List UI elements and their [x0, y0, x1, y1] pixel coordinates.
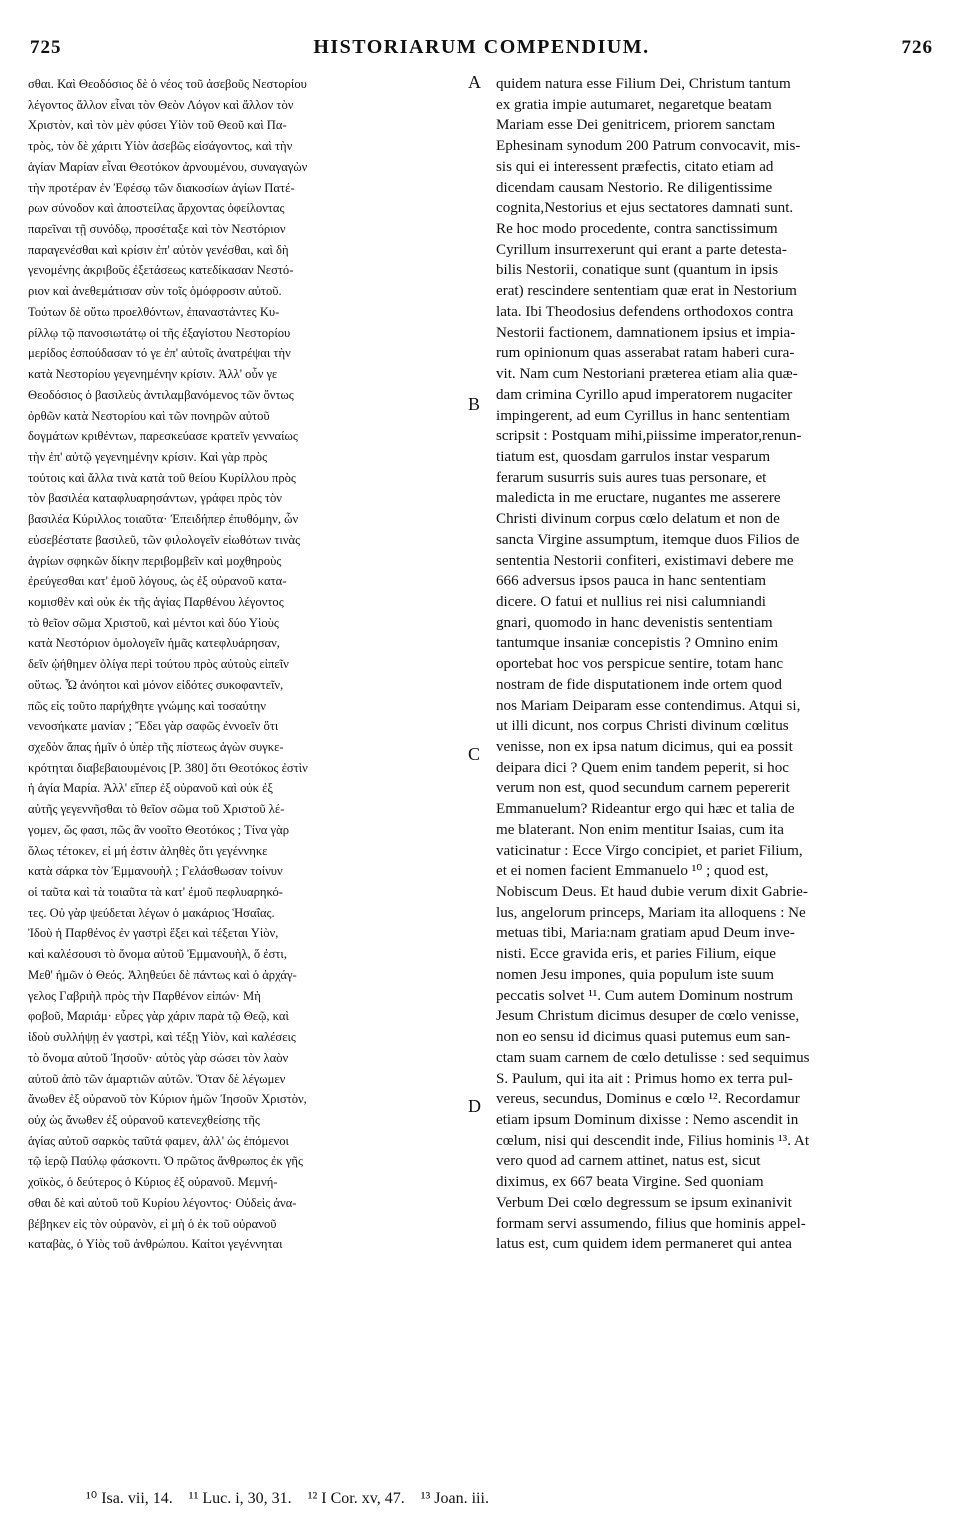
latin-text-line: dicendam causam Nestorio. Re diligentissime	[496, 179, 773, 196]
left-column-number: 725	[30, 37, 62, 58]
section-marker-b: B	[468, 394, 481, 414]
latin-text-line: me blaterant. Non enim mentitur Isaias, cum ita	[496, 821, 784, 838]
latin-text-line: S. Paulum, qui ita ait : Primus homo ex terra pul-	[496, 1070, 793, 1087]
footnote: ¹⁰ Isa. vii, 14.	[86, 1490, 173, 1507]
latin-text-line: cœlum, nisi qui descendit inde, Filius hominis ¹³. At	[496, 1132, 810, 1149]
latin-text-line: Cyrillum insurrexerunt qui erant a parte detesta-	[496, 241, 787, 258]
latin-text-line: et ei nomen facient Emmanuelo ¹⁰ ; quod est,	[496, 863, 769, 880]
latin-text-line: Jesum Christum dicimus desuper de cœlo venisse,	[496, 1008, 800, 1025]
greek-text-line: σχεδὸν ἅπας ἡμῖν ὁ ὑπὲρ τῆς πίστεως ἀγὼν συγκε-	[28, 740, 284, 754]
latin-text-line: scripsit : Postquam mihi,piissime imperator,renun-	[496, 428, 802, 445]
section-marker-c: C	[468, 744, 481, 764]
latin-text-line: Ephesinam synodum 200 Patrum convocavit, mis-	[496, 138, 801, 155]
greek-text-line: πῶς εἰς τοῦτο παρήχθητε γνώμης καὶ τοσαύτην	[28, 698, 266, 713]
greek-text-line: μερίδος ἐσπούδασαν τό γε ἐπ' αὐτοῖς ἀνατρέψαι τὴν	[28, 346, 291, 361]
running-title: HISTORIARUM COMPENDIUM.	[313, 36, 650, 58]
greek-text-line: εὐσεβέστατε βασιλεῦ, τῶν φιλολογεῖν εἰωθότων τινὰς	[28, 532, 301, 547]
greek-text-line: παραγενέσθαι καὶ κρίσιν ἐπ' αὐτὸν γενέσθαι, καὶ δὴ	[28, 242, 289, 257]
margin-markers	[468, 0, 496, 1540]
latin-text-line: latus est, cum quidem idem permaneret qui antea	[496, 1236, 792, 1253]
greek-text-line: κατὰ Νεστόριον ὁμολογεῖν ἡμᾶς κατεφλυάρησαν,	[28, 636, 280, 651]
latin-text-line: sententia Nestorii confiteri, existimavi debere me	[496, 552, 794, 569]
footnote: ¹¹ Luc. i, 30, 31.	[188, 1490, 292, 1507]
greek-text-line: τὸν βασιλέα καταφλυαρησάντων, γράφει πρὸς τὸν	[28, 491, 282, 506]
latin-text-line: Verbum Dei cœlo degressum se ipsum exinanivit	[496, 1194, 792, 1211]
greek-text-line: ἄνωθεν ἐξ οὐρανοῦ τὸν Κύριον ἡμῶν Ἰησοῦν Χριστὸν,	[28, 1092, 307, 1107]
right-column-number: 726	[901, 37, 933, 58]
greek-text-line: ἁγίαν Μαρίαν εἶναι Θεοτόκον ἀρνουμένου, συναγαγὼν	[28, 159, 308, 174]
greek-text-line: τούτοις καὶ ἄλλα τινὰ κατὰ τοῦ θείου Κυρίλλου πρὸς	[28, 470, 296, 485]
latin-text-line: lus, angelorum princeps, Mariam ita alloquens : Ne	[496, 904, 806, 921]
greek-text-line: τὴν προτέραν ἐν Ἐφέσῳ τῶν διακοσίων ἁγίων Πατέ-	[28, 180, 295, 195]
latin-text-line: quidem natura esse Filium Dei, Christum tantum	[496, 76, 791, 92]
greek-text-line: γελος Γαβριὴλ πρὸς τὴν Παρθένον εἰπών· Μὴ	[28, 988, 261, 1003]
section-marker-d: D	[468, 1096, 481, 1116]
greek-text-line: γενομένης ἀκριβοῦς ἐξετάσεως κατεδίκασαν Νεστό-	[28, 263, 294, 278]
greek-text-line: σθαι δὲ καὶ αὐτοῦ τοῦ Κυρίου λέγοντος· Οὐδεὶς ἀνα-	[28, 1195, 297, 1210]
greek-text-line: τρὸς, τὸν δὲ χάριτι Υἱὸν ἀσεβῶς εἰσάγοντος, καὶ τὴν	[28, 139, 293, 154]
footnote: ¹² I Cor. xv, 47.	[307, 1490, 405, 1507]
greek-text-line: κατὰ σάρκα τὸν Ἐμμανουὴλ ; Γελάσθωσαν τοίνυν	[28, 864, 283, 879]
latin-text-line: nomen Jesu impones, quia populum iste suum	[496, 966, 774, 983]
latin-text-line: maledicta in me eructare, nugantes me asserere	[496, 490, 781, 507]
greek-text-line: λέγοντος ἄλλον εἶναι τὸν Θεὸν Λόγον καὶ ἄλλον τὸν	[28, 97, 294, 112]
greek-text-line: ἀγρίων σφηκῶν δίκην περιβομβεῖν καὶ μοχθηροὺς	[28, 553, 282, 568]
latin-text-line: venisse, non ex ipsa natum dicimus, qui ea possit	[496, 739, 793, 755]
latin-text-line: dicere. O fatui et nullius rei nisi calumniandi	[496, 593, 766, 610]
latin-text-line: vit. Nam cum Nestoriani præterea etiam alia quæ-	[496, 366, 798, 383]
greek-text-line: ἰδοὺ συλλήψῃ ἐν γαστρὶ, καὶ τέξῃ Υἱὸν, καὶ καλέσεις	[28, 1030, 296, 1045]
greek-text-line: καὶ καλέσουσι τὸ ὄνομα αὐτοῦ Ἐμμανουὴλ, ὅ ἐστι,	[28, 947, 287, 962]
greek-text-line: ὀρθῶν κατὰ Νεστορίου καὶ τῶν πονηρῶν αὐτοῦ	[28, 408, 270, 423]
greek-text-line: δεῖν ᾠήθημεν ὀλίγα περὶ τούτου πρὸς αὐτοὺς εἰπεῖν	[28, 657, 289, 672]
latin-text-line: rum opinionum quas asserabat ratam haberi cura-	[496, 345, 795, 362]
latin-text-column	[496, 74, 926, 1255]
latin-text-line: gnari, quomodo in hanc devenistis sententiam	[496, 614, 773, 631]
greek-text-column	[28, 74, 472, 1255]
latin-text-line: tiatum est, quosdam garrulos instar vesparum	[496, 448, 771, 465]
greek-text-line: Ἰδοὺ ἡ Παρθένος ἐν γαστρὶ ἕξει καὶ τέξεται Υἱὸν,	[28, 926, 279, 941]
latin-text-line: diximus, ex 667 beata Virgine. Sed quoniam	[496, 1174, 764, 1191]
latin-text-line: etiam ipsum Dominum dixisse : Nemo ascendit in	[496, 1111, 799, 1128]
latin-text-line: Emmanuelum? Rideantur ergo qui hæc et talia de	[496, 801, 795, 818]
greek-text-line: ριον καὶ ἀνεθεμάτισαν σὺν τοῖς ὁμόφροσιν αὐτοῦ.	[28, 284, 282, 299]
latin-text-line: tantumque insaniæ concepistis ? Omnino enim	[496, 635, 779, 652]
greek-text-line: ἐρεύγεσθαι κατ' ἐμοῦ λόγους, ὡς ἐξ οὐρανοῦ κατα-	[28, 574, 287, 589]
greek-text-line: τὸ ὄνομα αὐτοῦ Ἰησοῦν· αὐτὸς γὰρ σώσει τὸν λαὸν	[28, 1050, 289, 1065]
greek-text-line: ἡ ἁγία Μαρία. Ἀλλ' εἴπερ ἐξ οὐρανοῦ καὶ οὐκ ἐξ	[28, 781, 274, 796]
greek-text-line: οἱ ταῦτα καὶ τὰ τοιαῦτα τὰ κατ' ἐμοῦ πεφλυαρηκό-	[28, 885, 283, 900]
greek-text-line: νενοσήκατε μανίαν ; Ἔδει γὰρ σαφῶς ἐννοεῖν ὅτι	[28, 719, 279, 734]
greek-text-line: τὸ θεῖον σῶμα Χριστοῦ, καὶ μέντοι καὶ δύο Υἱοὺς	[28, 615, 279, 630]
latin-text-line: vaticinatur : Ecce Virgo concipiet, et pariet Filium,	[496, 842, 803, 859]
latin-text-line: Nobiscum Deus. Et haud dubie verum dixit Gabrie-	[496, 884, 808, 901]
latin-text-line: formam servi assumendo, filius que hominis appel-	[496, 1215, 806, 1232]
greek-text-line: δογμάτων κριθέντων, παρεσκεύασε κρατεῖν γενναίως	[28, 429, 298, 444]
latin-text-line: ex gratia impie autumaret, negaretque beatam	[496, 96, 772, 113]
latin-text-line: ut illi dicunt, nos corpus Christi divinum cœlitus	[496, 718, 789, 735]
greek-text-line: παρεῖναι τῇ συνόδῳ, προσέταξε καὶ τὸν Νεστόριον	[28, 222, 286, 237]
greek-text-line: Θεοδόσιος ὁ βασιλεὺς ἀντιλαμβανόμενος τῶν ὄντως	[28, 387, 294, 402]
latin-text-line: impingerent, ad eum Cyrillus in hanc sententiam	[496, 407, 790, 424]
latin-text-line: non eo sensu id dicimus quasi putemus eum san-	[496, 1029, 791, 1046]
greek-text-line: οὕτως. Ὦ ἀνόητοι καὶ μόνον εἰδότες συκοφαντεῖν,	[28, 677, 284, 692]
latin-text-line: erat) rescindere sententiam quæ erat in Nestorium	[496, 283, 797, 300]
footnote: ¹³ Joan. iii.	[420, 1490, 489, 1507]
latin-text-line: nos Mariam Deiparam esse contendimus. Atqui si,	[496, 697, 801, 714]
greek-text-line: βέβηκεν εἰς τὸν οὐρανὸν, εἰ μὴ ὁ ἐκ τοῦ οὐρανοῦ	[28, 1216, 277, 1231]
greek-text-line: κατὰ Νεστορίου γεγενημένην κρίσιν. Ἀλλ' οὖν γε	[28, 367, 278, 382]
greek-text-line: αὐτοῦ ἀπὸ τῶν ἁμαρτιῶν αὐτῶν. Ὅταν δὲ λέγωμεν	[28, 1071, 286, 1086]
latin-text-line: ferarum susurris suis aures tuas personare, et	[496, 469, 767, 486]
greek-text-line: ρων σύνοδον καὶ ἀποστείλας ἄρχοντας ὀφείλοντας	[28, 201, 285, 216]
latin-text-line: nisti. Ecce gravida eris, et paries Filium, eique	[496, 946, 776, 963]
latin-text-line: bilis Nestorii, conatique sunt (quantum in ipsis	[496, 262, 779, 279]
greek-text-line: γομεν, ὥς φασι, πῶς ἂν νοοῖτο Θεοτόκος ; Τίνα γὰρ	[28, 822, 289, 837]
greek-text-line: Μεθ' ἡμῶν ὁ Θεός. Ἀληθεύει δὲ πάντως καὶ ὁ ἀρχάγ-	[28, 967, 297, 982]
latin-text-line: verum non est, quod secundum carnem pepererit	[496, 780, 790, 797]
latin-text-line: Mariam esse Dei genitricem, priorem sanctam	[496, 117, 776, 134]
greek-text-line: τὴν ἐπ' αὐτῷ γεγενημένην κρίσιν. Καὶ γὰρ πρὸς	[28, 449, 268, 464]
latin-text-line: ctam suam carnem de cœlo detulisse : sed sequimus	[496, 1049, 810, 1066]
greek-text-line: ἁγίας αὐτοῦ σαρκὸς ταῦτά φαμεν, ἀλλ' ὡς ἑπόμενοι	[28, 1133, 289, 1148]
latin-text-line: nostram de fide disputationem inde ortem quod	[496, 676, 782, 693]
greek-text-line: χοϊκὸς, ὁ δεύτερος ὁ Κύριος ἐξ οὐρανοῦ. Μεμνή-	[28, 1175, 278, 1190]
greek-text-line: οὐχ ὡς ἄνωθεν ἐξ οὐρανοῦ κατενεχθείσης τῆς	[28, 1112, 260, 1127]
latin-text-line: 666 adversus ipsos pauca in hanc sententiam	[496, 573, 766, 590]
greek-text-line: κομισθὲν καὶ οὐκ ἐκ τῆς ἁγίας Παρθένου λέγοντος	[28, 594, 284, 609]
greek-text-line: ρίλλῳ τῷ πανοσιωτάτῳ οἱ τῆς ἐξαγίστου Νεστορίου	[28, 325, 291, 340]
latin-text-line: lata. Ibi Theodosius defendens orthodoxos contra	[496, 303, 794, 320]
greek-text-line: φοβοῦ, Μαριάμ· εὗρες γὰρ χάριν παρὰ τῷ Θεῷ, καὶ	[28, 1009, 289, 1024]
footnotes	[86, 1488, 946, 1508]
latin-text-line: Re hoc modo procedente, contra sanctissimum	[496, 221, 778, 238]
latin-text-line: peccatis solvet ¹¹. Cum autem Dominum nostrum	[496, 987, 794, 1004]
greek-text-line: τῷ ἱερῷ Παύλῳ φάσκοντι. Ὁ πρῶτος ἄνθρωπος ἐκ γῆς	[28, 1154, 303, 1169]
latin-text-line: deipara dici ? Quem enim tandem peperit, si hoc	[496, 759, 789, 776]
greek-text-line: τες. Οὐ γὰρ ψεύδεται λέγων ὁ μακάριος Ἡσαΐας.	[28, 905, 275, 920]
latin-text-line: metuas tibi, Maria:nam gratiam apud Deum inve-	[496, 925, 795, 942]
latin-text-line: sis qui ei interessent præfectis, citato etiam ad	[496, 158, 774, 175]
greek-text-line: Τούτων δὲ οὕτω προελθόντων, ἐπαναστάντες Κυ-	[28, 304, 280, 319]
latin-text-line: cognita,Nestorius et ejus sectatores damnati sunt.	[496, 200, 794, 217]
greek-text-line: καταβὰς, ὁ Υἱὸς τοῦ ἀνθρώπου. Καίτοι γεγέννηται	[28, 1237, 283, 1252]
greek-text-line: κρότηται διαβεβαιουμένοις [P. 380] ὅτι Θεοτόκος ἐστὶν	[28, 760, 308, 775]
latin-text-line: vereus, secundus, Dominus e cœlo ¹². Recordamur	[496, 1091, 800, 1108]
greek-text-line: σθαι. Καὶ Θεοδόσιος δὲ ὁ νέος τοῦ ἀσεβοῦς Νεστορίου	[28, 77, 307, 91]
latin-text-line: oportebat hoc vos perspicue sentire, totam hanc	[496, 656, 784, 673]
greek-text-line: ὅλως τέτοκεν, εἰ μή ἐστιν ἀληθὲς ὅτι γεγέννηκε	[28, 843, 268, 858]
latin-text-line: dam crimina Cyrillo apud imperatorem nugaciter	[496, 386, 793, 403]
latin-text-line: Nestorii factionem, damnationem ipsius et impia-	[496, 324, 796, 341]
latin-text-line: sancta Virgine assumptum, itemque duos Filios de	[496, 531, 800, 548]
greek-text-line: Χριστὸν, καὶ τὸν μὲν φύσει Υἱὸν τοῦ Θεοῦ καὶ Πα-	[28, 118, 287, 133]
latin-text-line: vero quod ad carnem attinet, natus est, sicut	[496, 1153, 761, 1170]
section-marker-a: A	[468, 72, 481, 92]
latin-text-line: Christi divinum corpus cœlo delatum et non de	[496, 511, 780, 528]
greek-text-line: αὐτῆς γεγεννῆσθαι τὸ θεῖον σῶμα τοῦ Χριστοῦ λέ-	[28, 802, 285, 817]
greek-text-line: βασιλέα Κύριλλος τοιαῦτα· Ἐπειδήπερ ἐπυθόμην, ὦν	[28, 512, 299, 527]
